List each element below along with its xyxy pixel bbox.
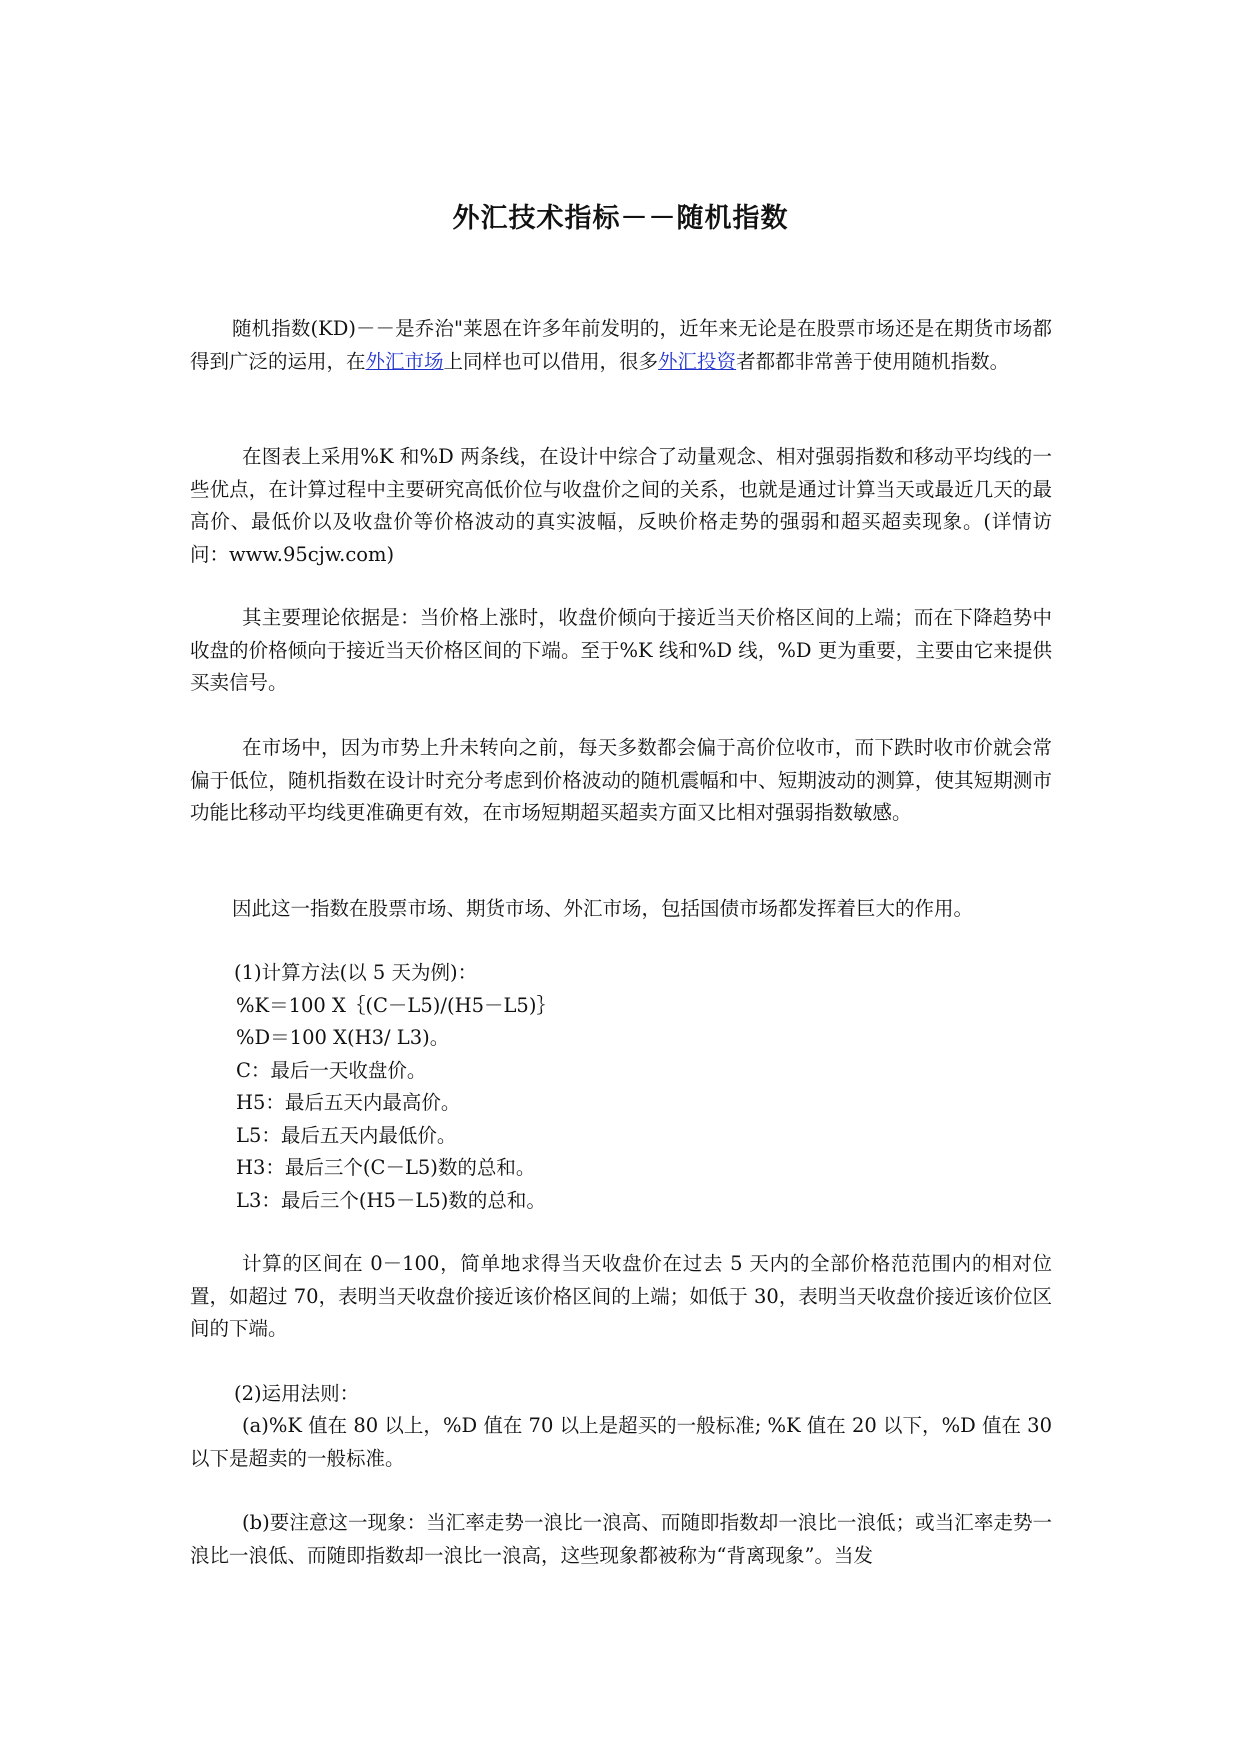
paragraph-theory: 其主要理论依据是：当价格上涨时，收盘价倾向于接近当天价格区间的上端；而在下降趋势中收盘的价格倾向于接近当天价格区间的下端。至于%K 线和%D 线，%D 更为重要，主要由它来提供买卖信号。 xyxy=(190,606,1052,694)
definition-h5: H5：最后五天内最高价。 xyxy=(236,1091,461,1114)
paragraph-range: 计算的区间在 0－100，简单地求得当天收盘价在过去 5 天内的全部价格范范围内的相对位置，如超过 70，表明当天收盘价接近该价格区间的上端；如低于 30，表明当天收盘价接近该价位区间的下端。 xyxy=(190,1252,1052,1340)
method-heading: (1)计算方法(以 5 天为例)： xyxy=(234,961,478,984)
definition-l3: L3：最后三个(H5－L5)数的总和。 xyxy=(236,1189,546,1212)
formula-d: %D＝100 X(H3/ L3)。 xyxy=(236,1026,450,1049)
formula-k: %K＝100 X｛(C－L5)/(H5－L5)｝ xyxy=(236,994,556,1017)
definition-l5: L5：最后五天内最低价。 xyxy=(236,1124,457,1147)
paragraph-market: 在市场中，因为市势上升未转向之前，每天多数都会偏于高价位收市，而下跌时收市价就会常偏于低位，随机指数在设计时充分考虑到价格波动的随机震幅和中、短期波动的测算，使其短期测市功能比移动平均线更准确更有效，在市场短期超买超卖方面又比相对强弱指数敏感。 xyxy=(190,736,1052,824)
forex-investment-link[interactable]: 外汇投资 xyxy=(658,349,737,373)
intro-text-middle: 上同样也可以借用，很多 xyxy=(443,349,659,373)
paragraph-intro xyxy=(190,313,1052,378)
definition-h3: H3：最后三个(C－L5)数的总和。 xyxy=(236,1156,536,1179)
paragraph-usage: 因此这一指数在股票市场、期货市场、外汇市场，包括国债市场都发挥着巨大的作用。 xyxy=(232,897,974,920)
page-title: 外汇技术指标－－随机指数 xyxy=(452,203,789,234)
intro-text-before: 随机指数(KD)－－是乔治"莱恩在许多年前发明的，近年来无论是在股票市场还是在期货市场都得到广泛的运用，在 xyxy=(190,317,1052,373)
forex-market-link[interactable]: 外汇市场 xyxy=(365,349,444,373)
paragraph-kd-lines: 在图表上采用%K 和%D 两条线，在设计中综合了动量观念、相对强弱指数和移动平均线的一些优点，在计算过程中主要研究高低价位与收盘价之间的关系，也就是通过计算当天或最近几天的最高价、最低价以及收盘价等价格波动的真实波幅，反映价格走势的强弱和超买超卖现象。(详情访问：www.95cjw.com) xyxy=(190,445,1052,566)
rules-heading: (2)运用法则： xyxy=(234,1382,360,1405)
intro-text-after: 者都都非常善于使用随机指数。 xyxy=(736,349,1010,373)
rule-b: (b)要注意这一现象：当汇率走势一浪比一浪高、而随即指数却一浪比一浪低；或当汇率走势一浪比一浪低、而随即指数却一浪比一浪高，这些现象都被称为“背离现象”。当发 xyxy=(190,1511,1052,1567)
definition-c: C：最后一天收盘价。 xyxy=(236,1059,427,1082)
rule-a: (a)%K 值在 80 以上，%D 值在 70 以上是超买的一般标准; %K 值在 20 以下，%D 值在 30 以下是超卖的一般标准。 xyxy=(190,1414,1052,1470)
